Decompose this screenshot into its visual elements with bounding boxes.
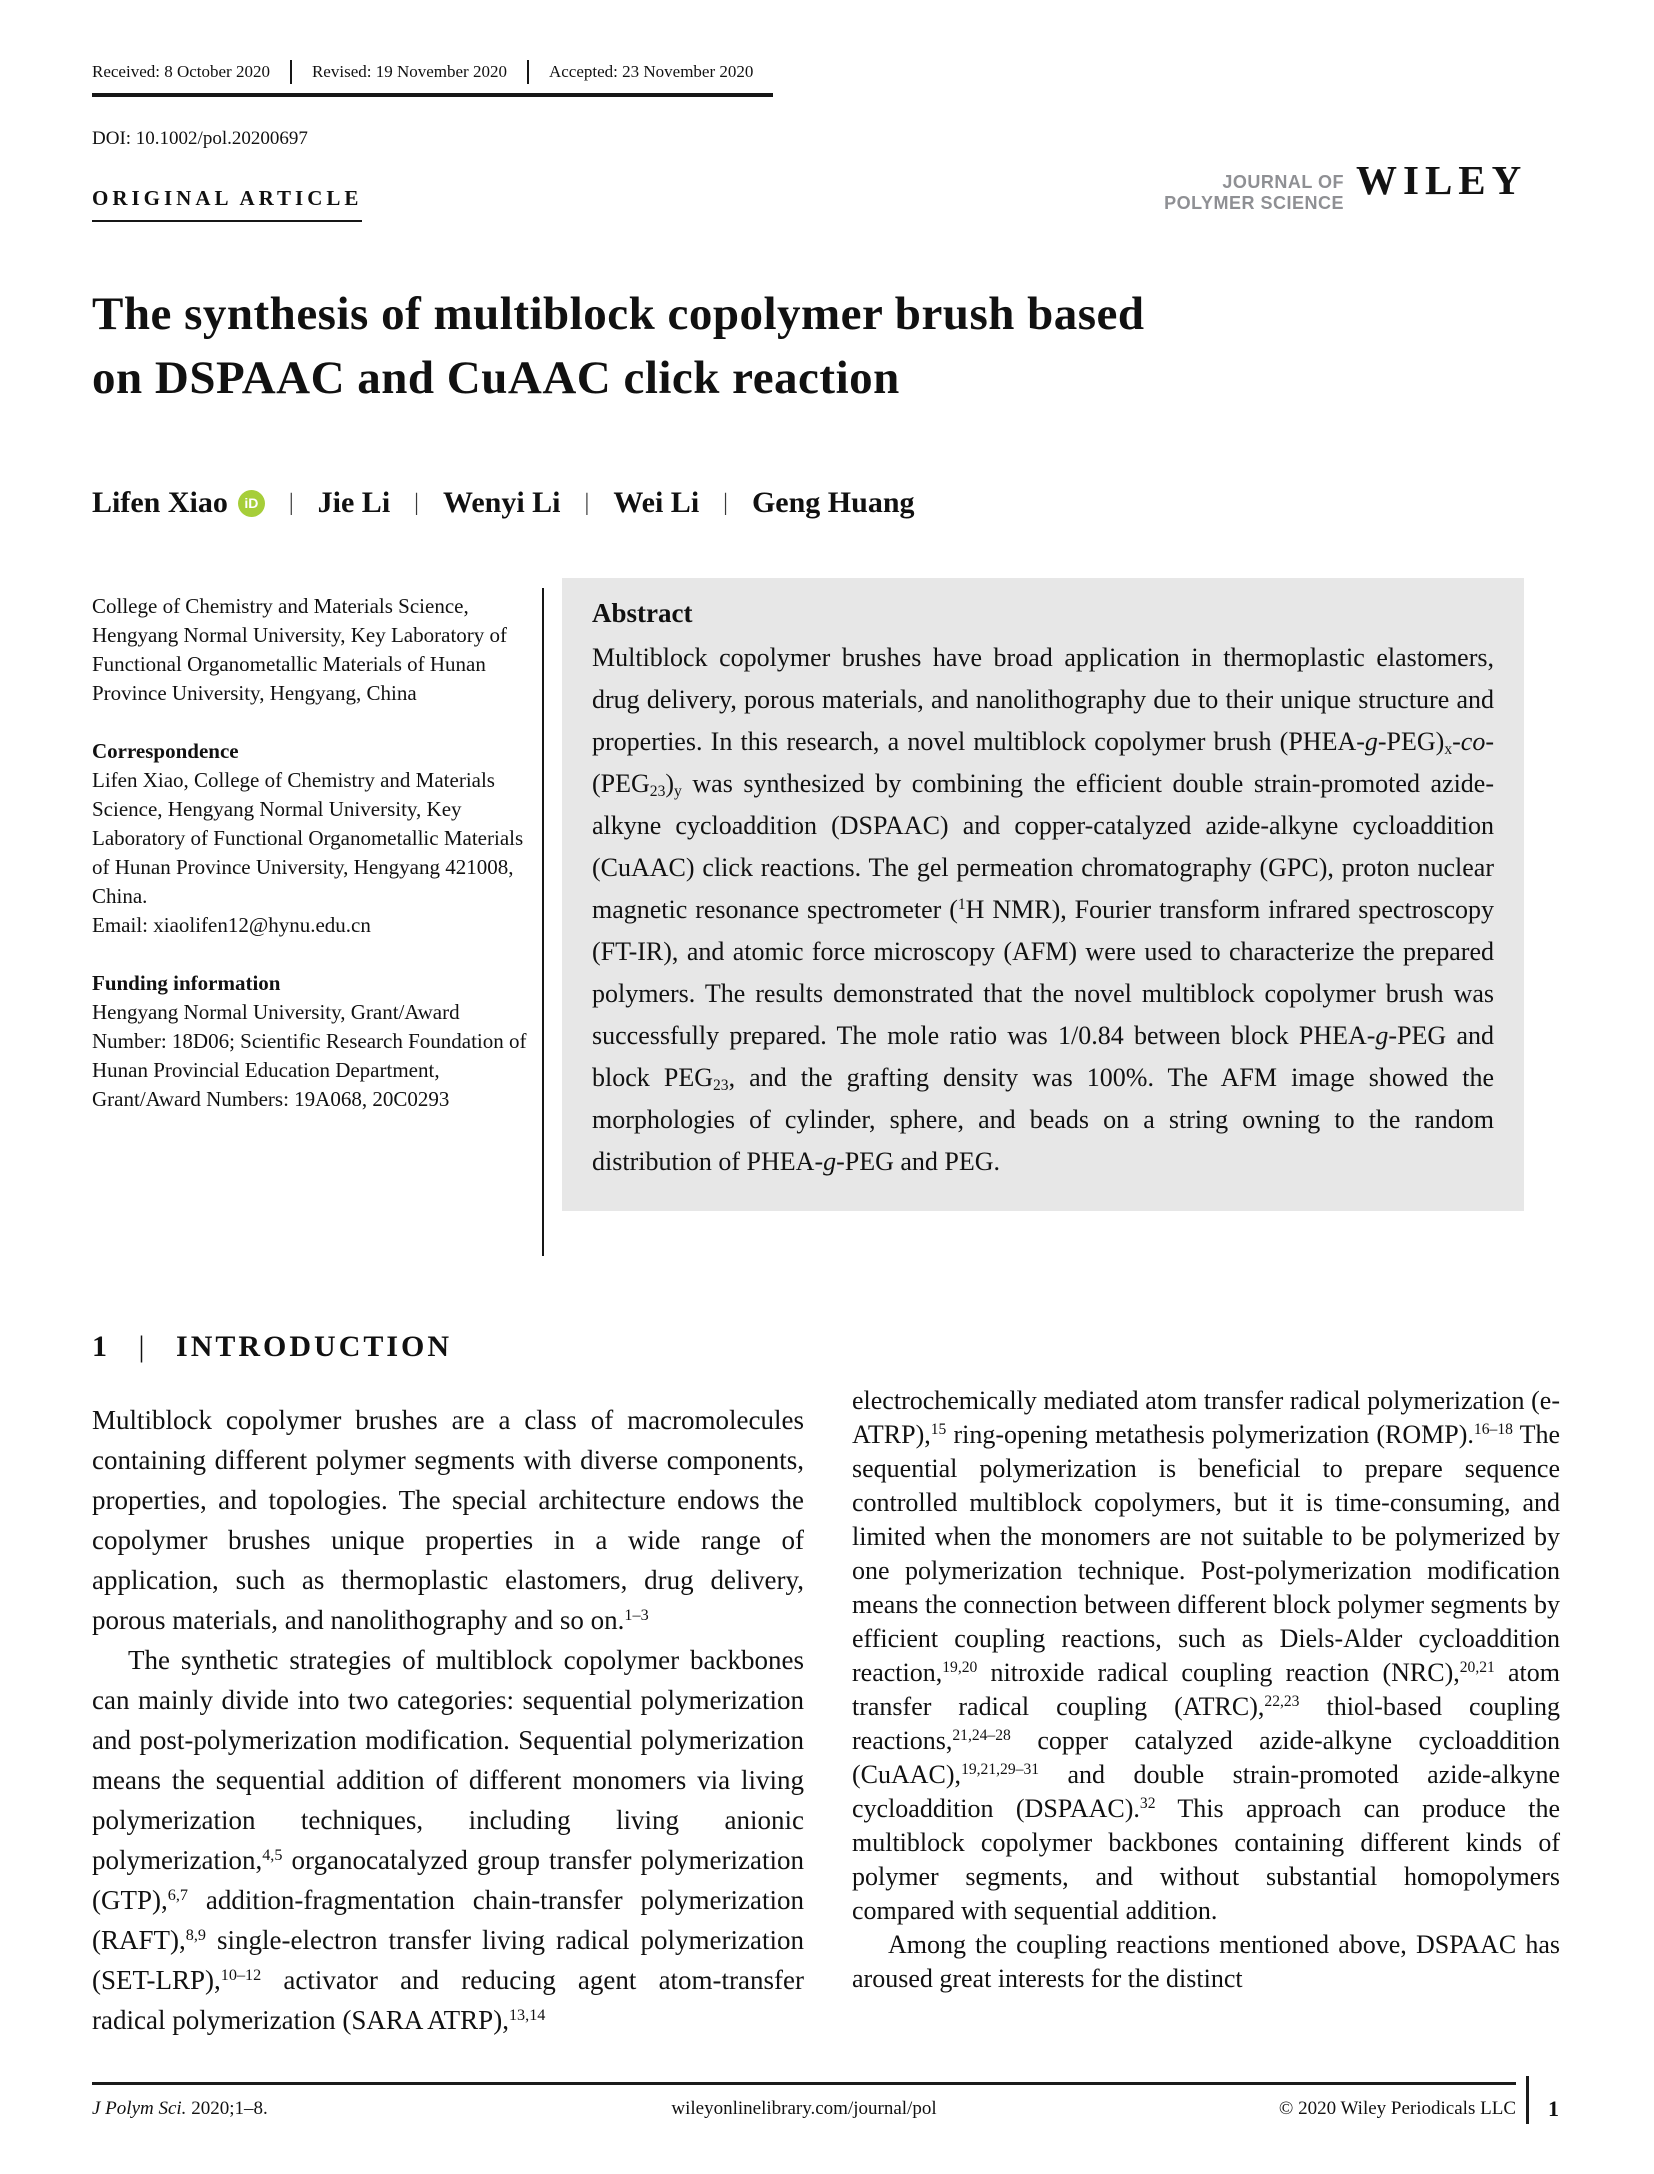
article-title-line1: The synthesis of multiblock copolymer brush based — [92, 288, 1145, 340]
author-name: Geng Huang — [751, 486, 915, 519]
correspondence-email[interactable]: Email: xiaolifen12@hynu.edu.cn — [92, 913, 371, 937]
author-separator: | — [288, 489, 294, 516]
paragraph: electrochemically mediated atom transfer radical polymerization (e-ATRP),$^{15}$ ring-opening metathesis polymerization (ROMP).$^{16-18}$ The sequential polymerization is beneficial to prepare sequence controlled multiblock copolymers, but it is time-consuming, and limited when the monomers are not suitable to be polymerized by one polymerization technique. Post-polymerization modification means the connection between different block polymer segments by efficient coupling reactions, such as Diels-Alder cycloaddition reaction,$^{19,20}$ nitroxide radical coupling reaction (NRC),$^{20,21}$ atom transfer radical coupling (ATRC),$^{22,23}$ thiol-based coupling reactions,$^{21,24-28}$ copper catalyzed azide-alkyne cycloaddition (CuAAC),$^{19,21,29-31}$ and double strain-promoted azide-alkyne cycloaddition (DSPAAC).$^{32}$ This approach can produce the multiblock copolymer backbones containing different kinds of polymer segments, and without substantial homopolymers compared with sequential addition. — [852, 1386, 1561, 1925]
footer-page-divider — [1526, 2076, 1529, 2124]
funding-heading: Funding information — [92, 971, 281, 995]
paragraph: Multiblock copolymer brushes are a class of macromolecules containing different polymer segments with diverse components, properties, and topologies. The special architecture endows the copolymer brushes unique properties in a wide range of application, such as thermoplastic elastomers, drug delivery, porous materials, and nanolithography and so on.$^{1-3}$ — [92, 1405, 804, 1635]
orcid-icon[interactable]: iD — [238, 490, 265, 517]
journal-logo-line2: POLYMER SCIENCE — [1164, 193, 1344, 213]
author-name: Lifen Xiao — [92, 486, 228, 519]
footer-rule — [92, 2082, 1516, 2085]
column-divider-rule — [542, 588, 544, 1256]
body-column-left — [92, 1400, 804, 2040]
journal-logo-line1: JOURNAL OF — [1222, 172, 1344, 192]
section-number: 1 — [92, 1330, 107, 1363]
abstract-section — [562, 578, 1524, 1211]
section-heading-label: INTRODUCTION — [176, 1330, 453, 1363]
revised-date: Revised: 19 November 2020 — [290, 60, 527, 84]
affiliation: College of Chemistry and Materials Science, Hengyang Normal University, Key Laboratory of Functional Organometallic Materials of Hunan Province University, Hengyang, China — [92, 594, 508, 705]
doi-text[interactable]: DOI: 10.1002/pol.20200697 — [92, 128, 308, 149]
correspondence-body: Lifen Xiao, College of Chemistry and Materials Science, Hengyang Normal University, Key Laboratory of Functional Organometallic Materials of Hunan Province University, Hengyang 421008, China. — [92, 768, 524, 908]
abstract-heading: Abstract — [592, 598, 693, 628]
dates-header — [92, 60, 773, 97]
correspondence-block — [92, 737, 534, 940]
article-title-line2: on DSPAAC and CuAAC click reaction — [92, 352, 900, 404]
received-date: Received: 8 October 2020 — [92, 62, 270, 81]
article-info-column — [92, 592, 534, 1114]
page-number: 1 — [1548, 2096, 1559, 2121]
body-column-right — [852, 1384, 1560, 1996]
article-title — [92, 282, 1145, 410]
section-heading-separator: | — [138, 1330, 145, 1363]
footer-citation: J Polym Sci. 2020;1–8. — [92, 2098, 268, 2119]
author-name: Jie Li — [317, 486, 391, 519]
author-list — [92, 486, 915, 520]
footer-copyright: © 2020 Wiley Periodicals LLC — [1278, 2098, 1516, 2119]
article-type-label: ORIGINAL ARTICLE — [92, 186, 362, 222]
abstract-text: Multiblock copolymer brushes have broad application in thermoplastic elastomers, drug delivery, porous materials, and nanolithography due to their unique structure and properties. In this research, a novel multiblock copolymer brush $(PHEA-g-PEG)_x-co-$ $(PEG_{23})_y$ was synthesized by combining the efficient double strain-promoted azide-alkyne cycloaddition (DSPAAC) and copper-catalyzed azide-alkyne cycloaddition (CuAAC) click reactions. The gel permeation chromatography (GPC), proton nuclear magnetic resonance spectrometer ($^1$H NMR), Fourier transform infrared spectroscopy (FT-IR), and atomic force microscopy (AFM) were used to characterize the prepared polymers. The results demonstrated that the novel multiblock copolymer brush was successfully prepared. The mole ratio was 1/0.84 between block PHEA-g-PEG and block $PEG_{23}$, and the grafting density was 100%. The AFM image showed the morphologies of cylinder, sphere, and beads on a string owning to the random distribution of PHEA-g-PEG and PEG. — [592, 643, 1495, 1176]
author-separator: | — [414, 489, 419, 516]
footer-journal-url[interactable]: wileyonlinelibrary.com/journal/pol — [671, 2098, 937, 2119]
correspondence-heading: Correspondence — [92, 739, 239, 763]
dates-row — [92, 60, 773, 84]
funding-block — [92, 969, 534, 1114]
accepted-date: Accepted: 23 November 2020 — [527, 60, 773, 84]
author-name: Wenyi Li — [442, 486, 561, 519]
section-heading-introduction — [92, 1330, 452, 1364]
paragraph: Among the coupling reactions mentioned above, DSPAAC has aroused great interests for the distinct — [852, 1930, 1560, 1993]
funding-body: Hengyang Normal University, Grant/Award Number: 18D06; Scientific Research Foundation of Hunan Provincial Education Department, Grant/Award Numbers: 19A068, 20C0293 — [92, 1000, 527, 1111]
journal-logo — [1044, 172, 1344, 214]
wiley-logo: WILEY — [1356, 157, 1528, 203]
author-separator: | — [723, 489, 728, 516]
author-name: Wei Li — [613, 486, 700, 519]
author-separator: | — [584, 489, 590, 516]
paragraph: The synthetic strategies of multiblock copolymer backbones can mainly divide into two categories: sequential polymerization and post-polymerization modification. Sequential polymerization means the sequential addition of different monomers via living polymerization techniques, including living anionic polymerization,$^{4,5}$ organocatalyzed group transfer polymerization (GTP),$^{6,7}$ addition-fragmentation chain-transfer polymerization (RAFT),$^{8,9}$ single-electron transfer living radical polymerization (SET-LRP),$^{10-12}$ activator and reducing agent atom-transfer radical polymerization (SARA ATRP),$^{13,14}$ — [92, 1645, 804, 2035]
